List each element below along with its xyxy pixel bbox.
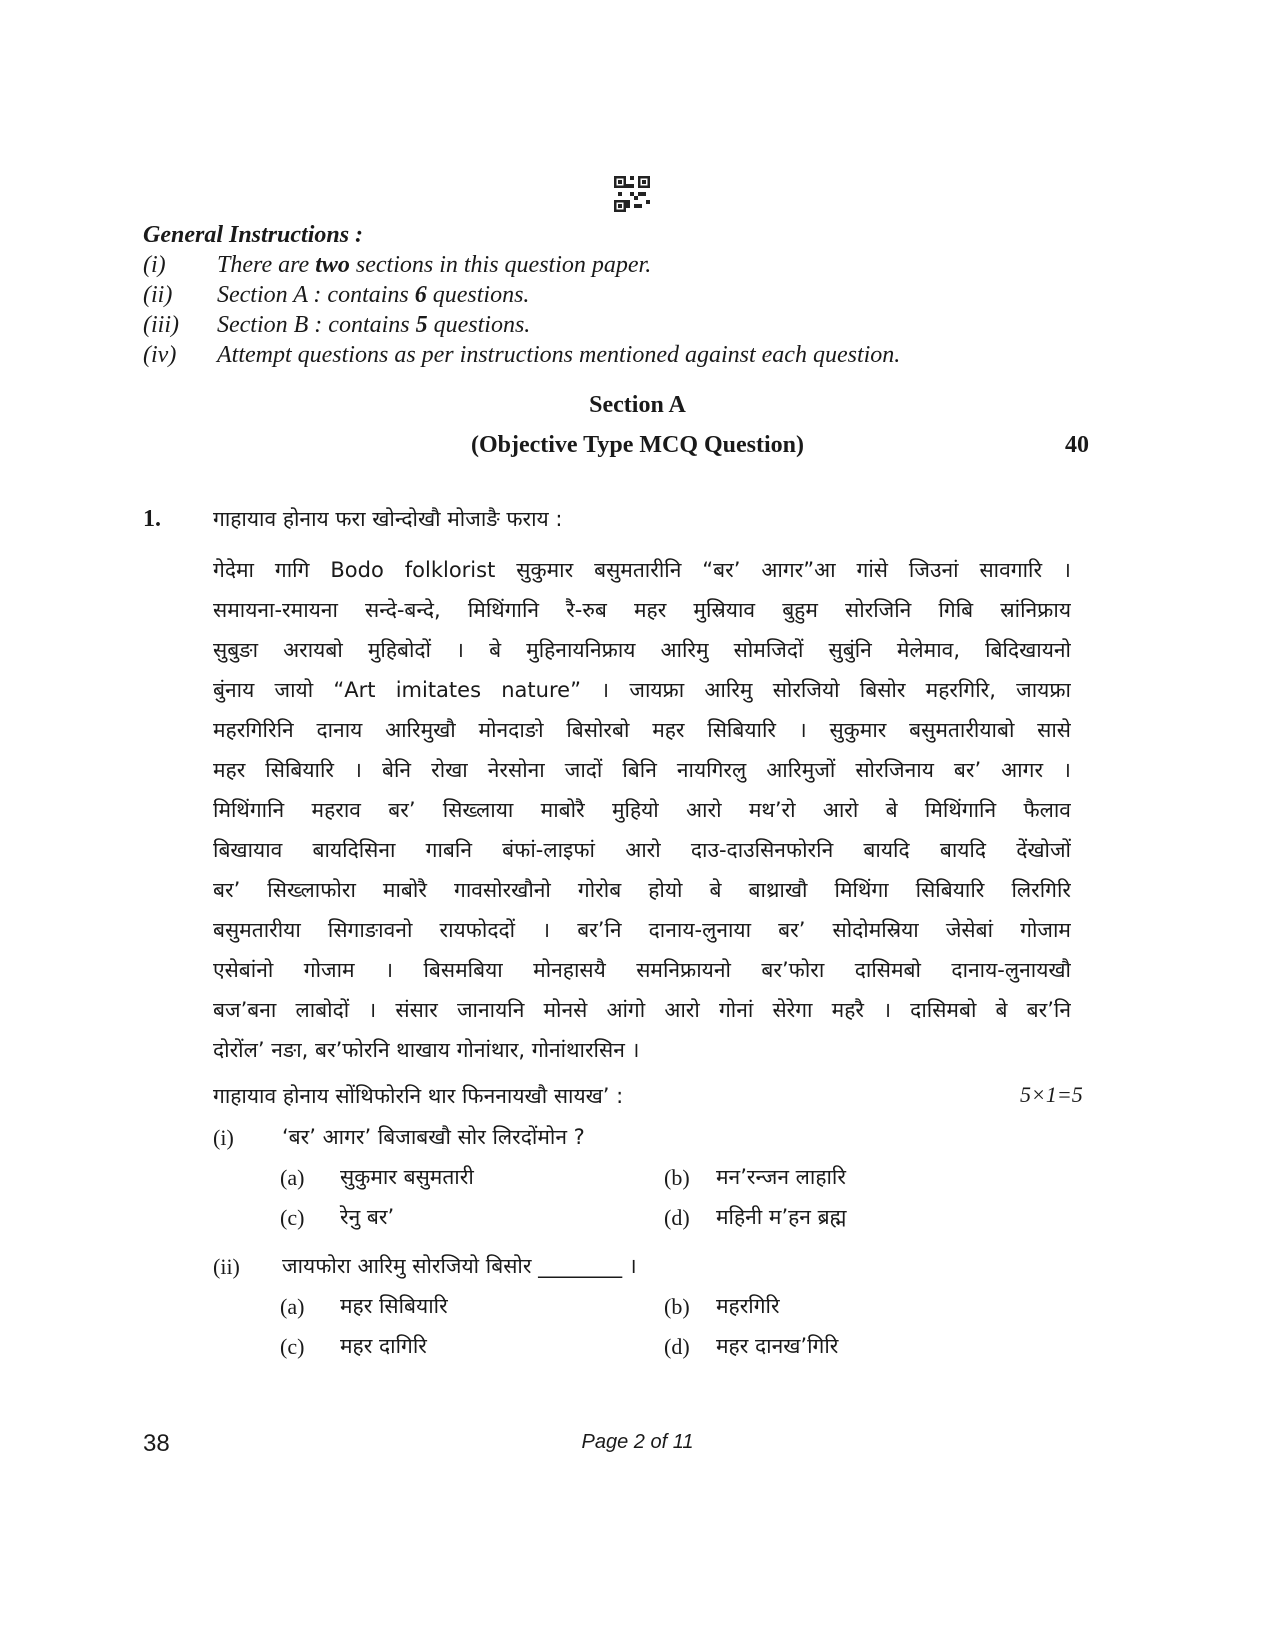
- section-title: Section A: [589, 392, 686, 418]
- option-label: (c): [280, 1334, 305, 1359]
- passage-line: महर सिबियारि । बेनि रोखा नेरसोना जादों बिनि नायगिरलु आरिमुजों सोरजिनाय बर’ आगर ।: [213, 758, 1071, 782]
- instruction-text: There are: [217, 252, 316, 278]
- option-label: (a): [280, 1165, 305, 1190]
- passage-line: दोरोंल’ नङा, बर’फोरनि थाखाय गोनांथार, गोनांथारसिन ।: [213, 1038, 640, 1062]
- instruction-item: [143, 252, 1103, 279]
- instruction-item: [143, 342, 1103, 369]
- option-label: (c): [280, 1205, 305, 1230]
- option-label: (a): [280, 1294, 305, 1319]
- passage-line: मिथिंगानि महराव बर’ सिख्लाया माबोरै मुहियो आरो मथ’रो आरो बे मिथिंगानि फैलाव: [213, 798, 1071, 822]
- page-total: 11: [672, 1431, 694, 1453]
- option-text[interactable]: महिनी म’हन ब्रह्म: [716, 1205, 847, 1229]
- page-of: of: [644, 1431, 673, 1453]
- passage-line: एसेबांनो गोजाम । बिसमबिया मोनहासयै समनिफ्रायनो बर’फोरा दासिमबो दानाय-लुनायखौ: [213, 958, 1071, 982]
- page-prefix: Page: [581, 1431, 634, 1453]
- option-text[interactable]: महर दागिरि: [340, 1334, 427, 1358]
- page-current: 2: [633, 1431, 645, 1453]
- instruction-bold: two: [315, 252, 350, 278]
- mcq-question: ‘बर’ आगर’ बिजाबखौ सोर लिरदोंमोन ?: [282, 1125, 585, 1149]
- mcq-question: जायफोरा आरिमु सोरजियो बिसोर ________ ।: [282, 1254, 637, 1278]
- instruction-text: sections in this question paper.: [349, 252, 652, 278]
- passage-line: बिखायाव बायदिसिना गाबनि बंफां-लाइफां आरो दाउ-दाउसिनफोरनि बायदि बायदि देंखोजों: [213, 838, 1071, 862]
- option-label: (d): [664, 1205, 690, 1230]
- mcq-number: (i): [213, 1125, 234, 1150]
- passage-line: सुबुङा अरायबो मुहिबोदों । बे मुहिनायनिफ्राय आरिमु सोमजिदों सुबुंनि मेलेमाव, बिदिखायनो: [213, 638, 1071, 662]
- option-text[interactable]: महर दानख’गिरि: [716, 1334, 839, 1358]
- option-text[interactable]: महरगिरि: [716, 1294, 780, 1318]
- instruction-number: (iv): [143, 342, 177, 368]
- option-label: (d): [664, 1334, 690, 1359]
- passage-line: बुंनाय जायो “Art imitates nature” । जायफ्रा आरिमु सोरजियो बिसोर महरगिरि, जायफ्रा: [213, 678, 1071, 702]
- question-heading: गाहायाव होनाय फरा खोन्दोखौ मोजाङै फराय :: [213, 507, 563, 531]
- option-text[interactable]: मन’रन्जन लाहारि: [716, 1165, 846, 1189]
- passage: [213, 551, 1071, 1062]
- instruction-number: (ii): [143, 282, 173, 308]
- page-number: [0, 1431, 1275, 1454]
- instruction-bold: 5: [415, 312, 428, 338]
- qr-code: [614, 176, 650, 212]
- option-text[interactable]: महर सिबियारि: [340, 1294, 448, 1318]
- passage-line: समायना-रमायना सन्दे-बन्दे, मिथिंगानि रै-रुब महर मुस्रियाव बुहुम सोरजिनि गिबि स्रांनिफ्राय: [213, 598, 1071, 622]
- instruction-number: (i): [143, 252, 166, 278]
- option-label: (b): [664, 1165, 690, 1190]
- option-text[interactable]: सुकुमार बसुमतारी: [340, 1165, 474, 1189]
- passage-line: गेदेमा गागि Bodo folklorist सुकुमार बसुमतारीनि “बर’ आगर”आ गांसे जिउनां सावगारि ।: [213, 558, 1071, 582]
- section-subtitle: (Objective Type MCQ Question): [470, 432, 805, 458]
- instruction-item: [143, 312, 1103, 339]
- general-instructions-title: General Instructions :: [143, 222, 364, 248]
- question-number: 1.: [143, 506, 161, 532]
- passage-line: बर’ सिख्लाफोरा माबोरै गावसोरखौनो गोरोब होयो बे बाथ्राखौ मिथिंगा सिबियारि लिरगिरि: [213, 878, 1071, 902]
- instruction-item: [143, 282, 1103, 309]
- option-text[interactable]: रेनु बर’: [340, 1205, 395, 1229]
- option-label: (b): [664, 1294, 690, 1319]
- instruction-text: Section B : contains: [217, 312, 416, 338]
- sub-instruction: गाहायाव होनाय सोंथिफोरनि थार फिननायखौ सायख’ :: [213, 1084, 624, 1108]
- instruction-number: (iii): [143, 312, 179, 338]
- instruction-text: Section A : contains: [217, 282, 415, 308]
- section-marks: 40: [1065, 432, 1089, 458]
- instruction-text: questions.: [426, 282, 530, 308]
- passage-line: बसुमतारीया सिगाङावनो रायफोददों । बर’नि दानाय-लुनाया बर’ सोदोमस्रिया जेसेबां गोजाम: [213, 918, 1071, 942]
- passage-line: बज’बना लाबोदों । संसार जानायनि मोनसे आंगो आरो गोनां सेरेगा महरै । दासिमबो बे बर’नि: [213, 998, 1071, 1022]
- mcq-number: (ii): [213, 1254, 240, 1279]
- sub-marks: 5×1=5: [1020, 1082, 1083, 1107]
- instruction-text: questions.: [427, 312, 531, 338]
- instruction-text: Attempt questions as per instructions mentioned against each question.: [217, 342, 901, 368]
- instruction-bold: 6: [414, 282, 427, 308]
- passage-line: महरगिरिनि दानाय आरिमुखौ मोनदाङो बिसोरबो महर सिबियारि । सुकुमार बसुमतारीयाबो सासे: [213, 718, 1071, 742]
- paper-code: 38: [143, 1430, 170, 1457]
